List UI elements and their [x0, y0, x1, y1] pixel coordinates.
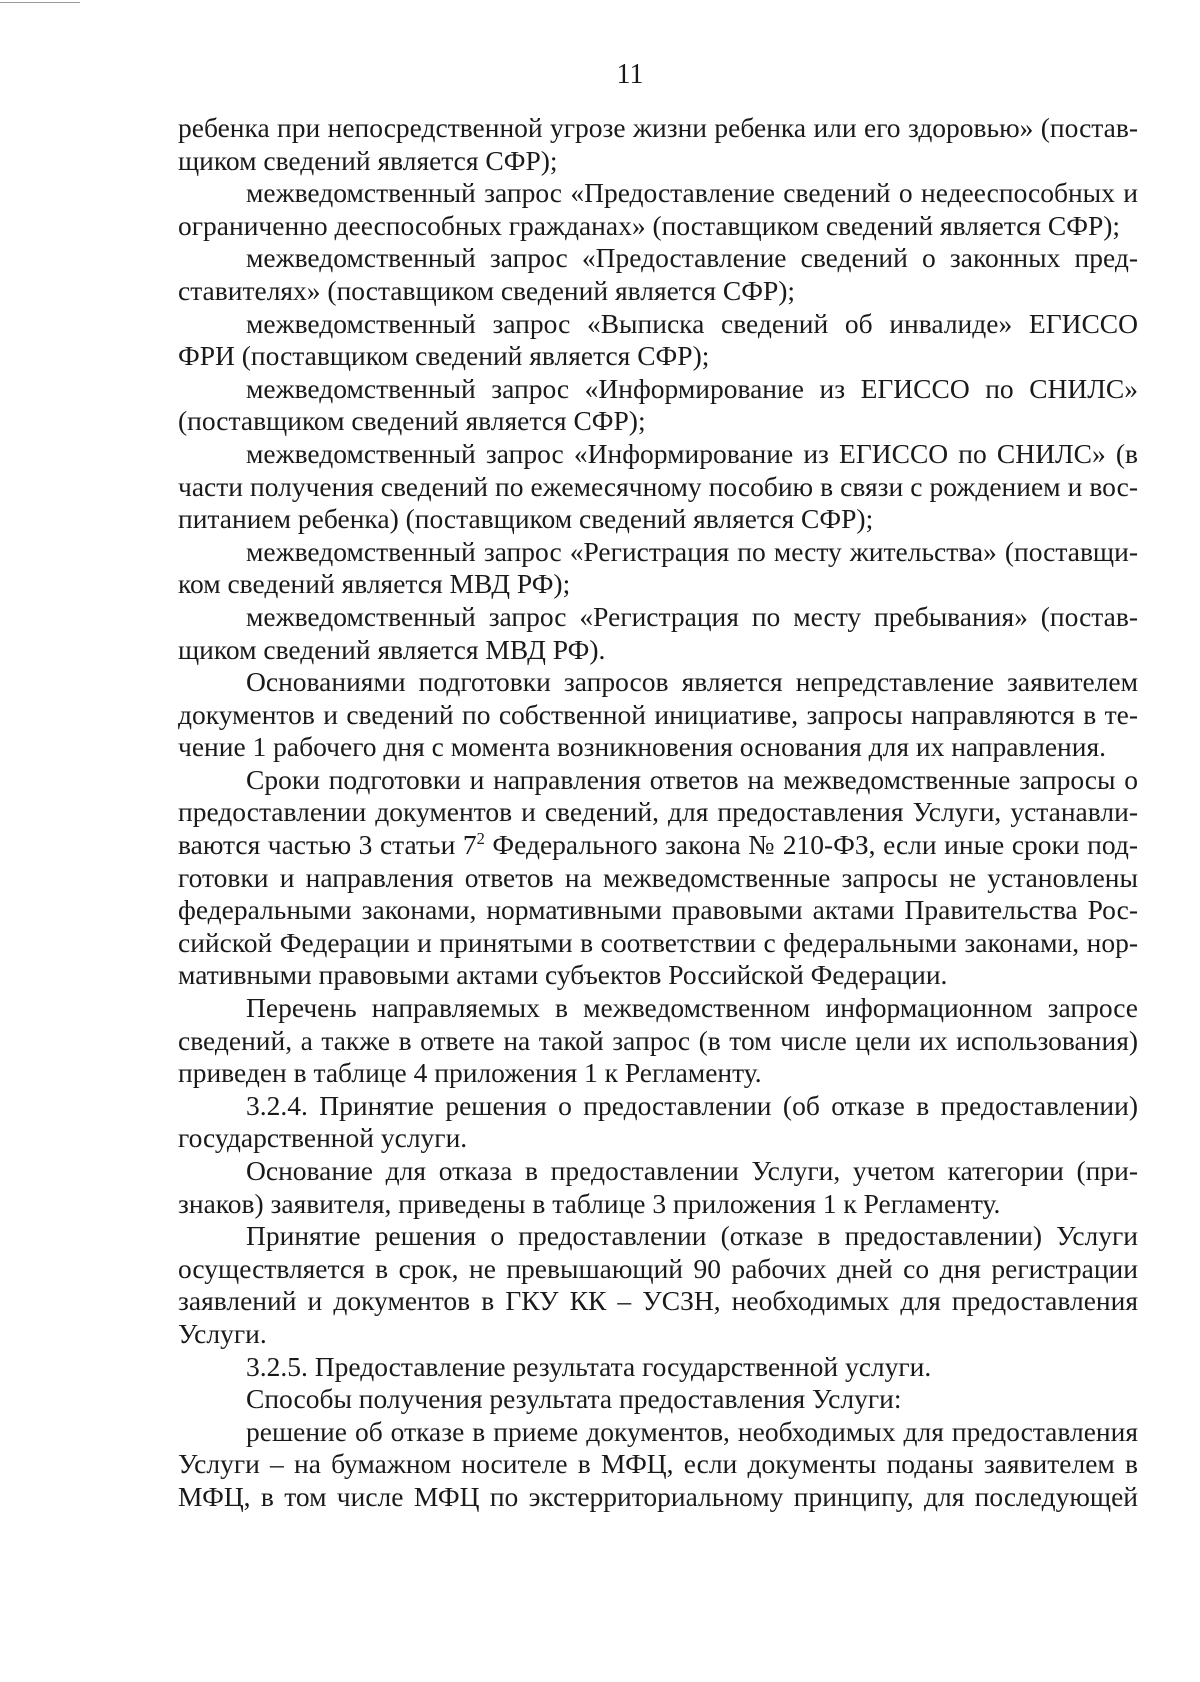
- section-heading-3-2-5: 3.2.5. Предоставление результата государственной услуги.: [246, 1350, 932, 1382]
- paragraph-continuation: ребенка при непосредственной угрозе жизни ребенка или его здоровью» (поставщиком сведений является СФР);: [178, 112, 1138, 176]
- paragraph-request-residence-registration: межведомственный запрос «Регистрация по месту жительства» (поставщиком сведений является МВД РФ);: [178, 535, 1138, 600]
- paragraph-request-stay-registration: межведомственный запрос «Регистрация по месту пребывания» (поставщиком сведений является МВД РФ).: [178, 600, 1138, 665]
- page-number: 11: [616, 59, 644, 90]
- paragraph-request-grounds: Основаниями подготовки запросов является непредставление заявителем документов и сведений по собственной инициативе, запросы направляются в течение 1 рабочего дня с момента возникновения основания для их направления.: [178, 666, 1138, 763]
- paragraph-response-deadlines-part2: Федерального закона № 210-ФЗ, если иные сроки подготовки и направления ответов на межведомственные запросы не установлены федеральными законами, нормативными правовыми актами Правительства Российской Федерации и принятыми в соответствии с федеральными законами, нормативными правовыми актами субъектов Российской Федерации.: [178, 829, 1138, 991]
- paragraph-request-incapacitated: межведомственный запрос «Предоставление сведений о недееспособных и ограниченно дееспособных гражданах» (поставщиком сведений является СФР);: [178, 177, 1138, 241]
- paragraph-request-egisso-snils: межведомственный запрос «Информирование из ЕГИССО по СНИЛС» (поставщиком сведений является СФР);: [178, 372, 1138, 437]
- paragraph-request-disability-extract: межведомственный запрос «Выписка сведений об инвалиде» ЕГИССО ФРИ (поставщиком сведений является СФР);: [178, 307, 1138, 372]
- paragraph-refusal-grounds: Основание для отказа в предоставлении Услуги, учетом категории (признаков) заявителя, приведены в таблице 3 приложения 1 к Регламенту.: [178, 1155, 1138, 1219]
- paragraph-info-list: Перечень направляемых в межведомственном информационном запросе сведений, а также в ответе на такой запрос (в том числе цели их использования) приведен в таблице 4 приложения 1 к Регламенту.: [178, 992, 1138, 1089]
- section-heading-3-2-4: 3.2.4. Принятие решения о предоставлении (об отказе в предоставлении) государственной услуги.: [178, 1089, 1138, 1154]
- paragraph-request-egisso-snils-allowance: межведомственный запрос «Информирование из ЕГИССО по СНИЛС» (в части получения сведений по ежемесячному пособию в связи с рождением и воспитанием ребенка) (поставщиком сведений является СФР);: [178, 437, 1138, 535]
- document-body: [178, 112, 1138, 1514]
- paragraph-result-methods: Способы получения результата предоставления Услуги:: [246, 1383, 902, 1415]
- paragraph-refusal-paper: решение об отказе в приеме документов, необходимых для предоставления Услуги – на бумажном носителе в МФЦ, если документы поданы заявителем в МФЦ, в том числе МФЦ по экстерриториальному принципу, для последующей: [178, 1415, 1138, 1512]
- paragraph-response-deadlines-part1: Сроки подготовки и направления ответов на межведомственные запросы о предоставлении документов и сведений, для предоставления Услуги, устанавливаются частью 3 статьи 7: [178, 763, 1138, 861]
- paragraph-request-legal-representatives: межведомственный запрос «Предоставление сведений о законных представителях» (поставщиком сведений является СФР);: [178, 242, 1138, 306]
- paragraph-decision-term: Принятие решения о предоставлении (отказе в предоставлении) Услуги осуществляется в срок, не превышающий 90 рабочих дней со дня регистрации заявлений и документов в ГКУ КК – УСЗН, необходимых для предоставления Услуги.: [178, 1220, 1138, 1349]
- article-superscript: 2: [476, 828, 485, 848]
- scan-edge-line: [0, 2, 80, 3]
- paragraph-response-deadlines: [178, 764, 1138, 992]
